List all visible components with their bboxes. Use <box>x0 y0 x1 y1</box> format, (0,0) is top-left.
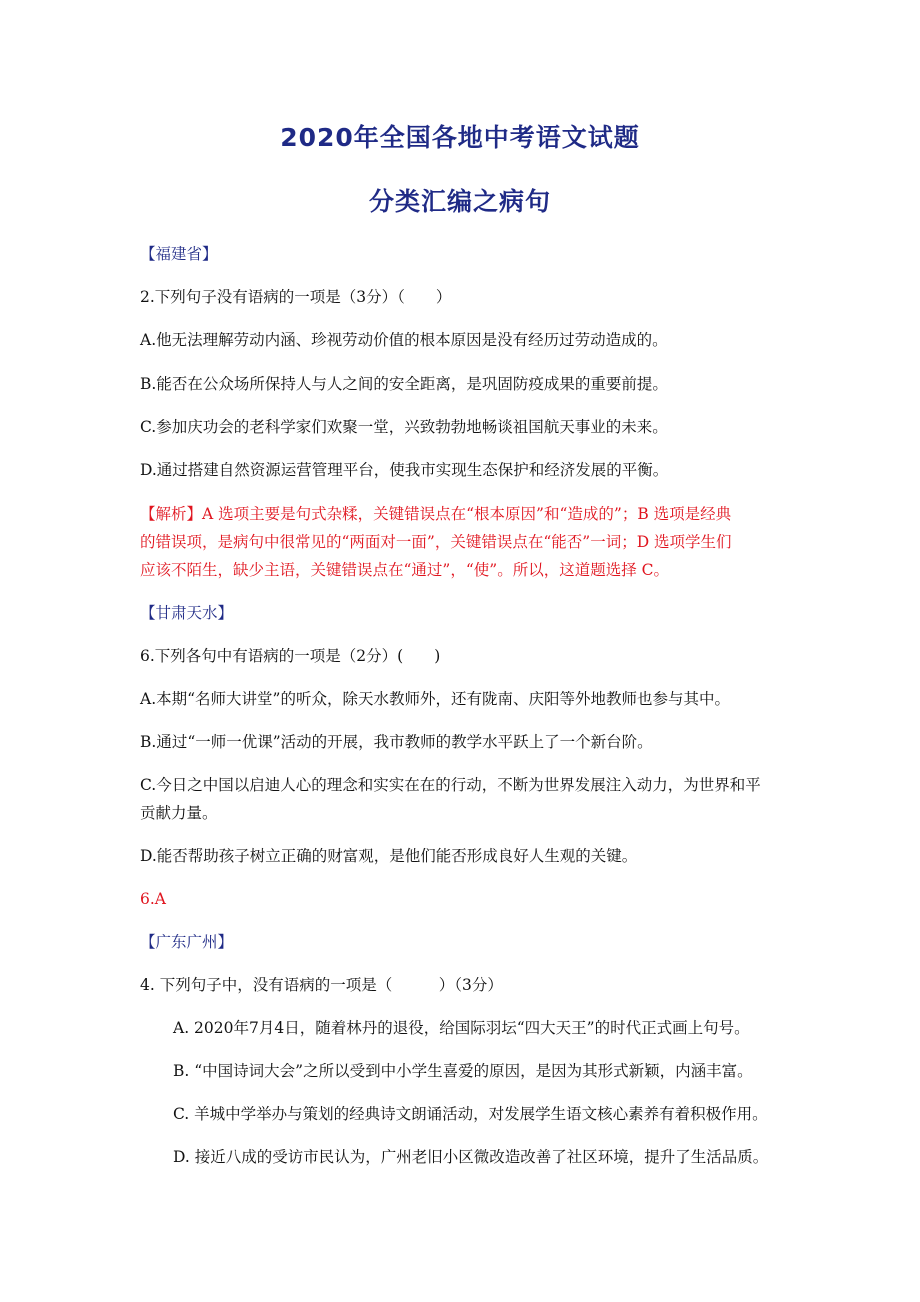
option-d-gansu: D.能否帮助孩子树立正确的财富观，是他们能否形成良好人生观的关键。 <box>140 847 638 865</box>
page-title: 2020年全国各地中考语文试题 <box>280 123 640 152</box>
page-subtitle: 分类汇编之病句 <box>368 187 551 216</box>
option-b-guangzhou: B. “中国诗词大会”之所以受到中小学生喜爱的原因，是因为其形式新颖，内涵丰富。 <box>173 1062 753 1080</box>
section-heading-fujian: 【福建省】 <box>140 245 218 263</box>
option-a-guangzhou: A. 2020年7月4日，随着林丹的退役，给国际羽坛“四大天王”的时代正式画上句号。 <box>173 1019 750 1037</box>
analysis-line-1: 【解析】A 选项主要是句式杂糅，关键错误点在“根本原因”和“造成的”；B 选项是经典 <box>140 505 732 523</box>
question-guangzhou: 4. 下列句子中，没有语病的一项是（ ）（3分） <box>140 976 503 994</box>
answer-gansu: 6.A <box>140 890 166 908</box>
option-c-fujian: C.参加庆功会的老科学家们欢聚一堂，兴致勃勃地畅谈祖国航天事业的未来。 <box>140 418 668 436</box>
option-c-gansu-line-2: 贡献力量。 <box>140 804 218 822</box>
option-a-fujian: A.他无法理解劳动内涵、珍视劳动价值的根本原因是没有经历过劳动造成的。 <box>140 331 668 349</box>
option-c-guangzhou: C. 羊城中学举办与策划的经典诗文朗诵活动，对发展学生语文核心素养有着积极作用。 <box>173 1105 768 1123</box>
option-d-fujian: D.通过搭建自然资源运营管理平台，使我市实现生态保护和经济发展的平衡。 <box>140 461 669 479</box>
analysis-line-3: 应该不陌生，缺少主语，关键错误点在“通过”，“使”。所以，这道题选择 C。 <box>140 561 669 579</box>
option-b-gansu: B.通过“一师一优课”活动的开展，我市教师的教学水平跃上了一个新台阶。 <box>140 733 653 751</box>
option-a-gansu: A.本期“名师大讲堂”的听众，除天水教师外，还有陇南、庆阳等外地教师也参与其中。 <box>140 690 730 708</box>
option-d-guangzhou: D. 接近八成的受访市民认为，广州老旧小区微改造改善了社区环境，提升了生活品质。 <box>173 1148 769 1166</box>
section-heading-guangzhou: 【广东广州】 <box>140 933 234 951</box>
section-heading-gansu: 【甘肃天水】 <box>140 604 234 622</box>
option-b-fujian: B.能否在公众场所保持人与人之间的安全距离，是巩固防疫成果的重要前提。 <box>140 375 668 393</box>
option-c-gansu-line-1: C.今日之中国以启迪人心的理念和实实在在的行动，不断为世界发展注入动力，为世界和平 <box>140 776 761 794</box>
question-fujian: 2.下列句子没有语病的一项是（3分）（ ） <box>140 288 452 306</box>
question-gansu: 6.下列各句中有语病的一项是（2分）( ) <box>140 647 441 665</box>
analysis-line-2: 的错误项，是病句中很常见的“两面对一面”，关键错误点在“能否”一词；D 选项学生们 <box>140 533 732 551</box>
